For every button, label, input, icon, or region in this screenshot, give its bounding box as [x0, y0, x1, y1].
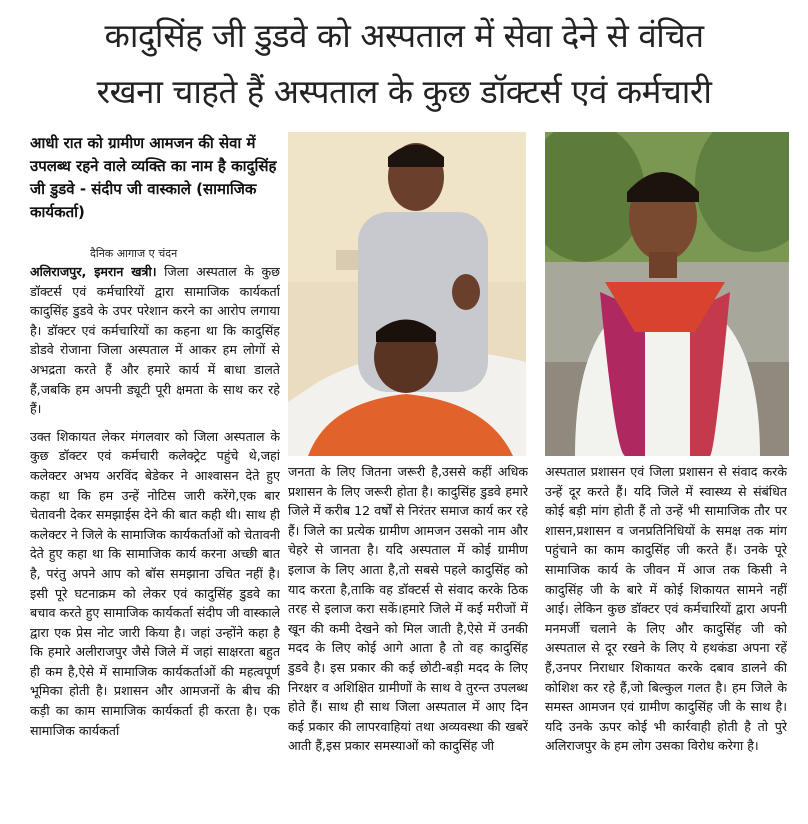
photo-hospital-patient [288, 132, 526, 456]
headline-line-2: रखना चाहते हैं अस्पताल के कुछ डॉक्टर्स एवं कर्मचारी [96, 72, 712, 111]
col1-paragraph-2: उक्त शिकायत लेकर मंगलवार को जिला अस्पताल के कुछ डॉक्टर एवं कर्मचारी कलेक्ट्रेट पहुंचे थे,जहां कलेक्टर अभय अरविंद बेडेकर ने आश्वासन देते हुए कहा था कि हम उन्हें नोटिस जारी करेंगे,एक बार चेतावनी देकर समझाईस देने की बात कही थी। साथ ही कलेक्टर ने जिले के सामाजिक कार्यकर्ताओं को चेतावनी देते हुए कहा था कि सामाजिक कार्य करना अच्छी बात है, परंतु अपने आप को बॉस समझाना उचित नहीं है। इसी पूरे घटनाक्रम को लेकर एवं कादुसिंह डुडवे का बचाव करते हुए सामाजिक कार्यकर्ता संदीप जी वास्काले द्वारा एक प्रेस नोट जारी किया है। जहां उन्होंने कहा है कि हमारे अलीराजपुर जैसे जिले में जहां साक्षरता बहुत ही कम है,ऐसे में सामाजिक कार्यकर्ताओं की महत्वपूर्ण भूमिका होती है। प्रशासन और आमजनों के बीच की कड़ी का काम सामाजिक कार्यकर्ता ही करता है। एक सामाजिक कार्यकर्ता [30, 428, 280, 738]
headline-line-1: कादुसिंह जी डुडवे को अस्पताल में सेवा देने से वंचित [104, 16, 704, 55]
photo-hospital-patient-image [288, 132, 526, 456]
article-column-2: जनता के लिए जितना जरूरी है,उससे कहीं अधिक प्रशासन के लिए जरूरी होता है। कादुसिंह डुडवे हमारे जिले में करीब 12 वर्षों से निरंतर समाज कार्य कर रहे हैं। जिले का प्रत्येक ग्रामीण आमजन उसको नाम और चेहरे से जानता है। यदि अस्पताल में कोई ग्रामीण इलाज के लिए आता है,तो सबसे पहले कादुसिंह को याद करता है,ताकि वह डॉक्टर्स से संवाद करके ठिक तरह से इलाज करा सकें।हमारे जिले में कई मरीजों में खून की कमी देखने को मिल जाती है,ऐसे में उनकी मदद के लिए कोई आगे आता है तो वह कादुसिंह डुडवे है। इस प्रकार की कई छोटी-बड़ी मदद के लिए निरक्षर व अशिक्षित ग्रामीणों के साथ वे तुरन्त उपलब्ध होते हैं। साथ ही साथ जिला अस्पताल में आए दिन कई प्रकार की लापरवाहियां तथा अव्यवस्था की खबरें आती हैं,इस प्रकार समस्याओं को कादुसिंह जी [288, 464, 528, 754]
col1-paragraph-1: जिला अस्पताल के कुछ डॉक्टर्स एवं कर्मचारियों द्वारा सामाजिक कार्यकर्ता कादुसिंह डुडवे के उपर परेशान करने का आरोप लगाया है। डॉक्टर एवं कर्मचारियों का कहना था कि कादुसिंह डोडवे रोजाना जिला अस्पताल में आकर हम लोगों से अभद्रता करते हैं और हमारे कार्य में बाधा डालते हैं,जबकि हम अपनी ड्यूटी पूरी क्षमता के साथ कर रहे हैं। [30, 264, 280, 417]
article-column-1 [30, 262, 280, 822]
photo-kadusingh-image [545, 132, 789, 456]
photo-kadusingh [545, 132, 789, 456]
dateline: अलिराजपुर, इमरान खत्री। [30, 264, 157, 279]
newspaper-credit: दैनिक आगाज ए चंदन [90, 247, 178, 260]
headline [0, 0, 808, 126]
subheadline: आधी रात को ग्रामीण आमजन की सेवा में उपलब्ध रहने वाले व्यक्ति का नाम है कादुसिंह जी डुडवे - संदीप जी वास्काले (सामाजिक कार्यकर्ता) [30, 134, 277, 221]
article-column-3: अस्पताल प्रशासन एवं जिला प्रशासन से संवाद करके उन्हें दूर करते हैं। यदि जिले में स्वास्थ्य से संबंधित कोई बड़ी मांग होती हैं तो उन्हें भी सामाजिक तौर पर शासन,प्रशासन व जनप्रतिनिधियों के समक्ष तक मांग पहुंचाने का काम कादुसिंह जी करते हैं। उनके पूरे सामाजिक कार्य के जीवन में आज तक किसी ने कादुसिंह जी के बारे में कोई शिकायत सामने नहीं आई। लेकिन कुछ डॉक्टर एवं कर्मचारियों द्वारा अपनी मनमर्जी चलाने के लिए और कादुसिंह जी को अस्पताल से दूर रखने के लिए ये हथकंडा अपना रहें हैं,उनपर निराधार शिकायत करके दबाव डालने की कोशिश कर रहे हैं,जो बिल्कुल गलत है। हम जिले के समस्त आमजन एवं ग्रामीण कादुसिंह जी के साथ है। यदि उनके ऊपर कोई भी कार्रवाही होती है तो पुरे अलिराजपुर के हम लोग उसका विरोध करेगा है। [545, 464, 787, 754]
